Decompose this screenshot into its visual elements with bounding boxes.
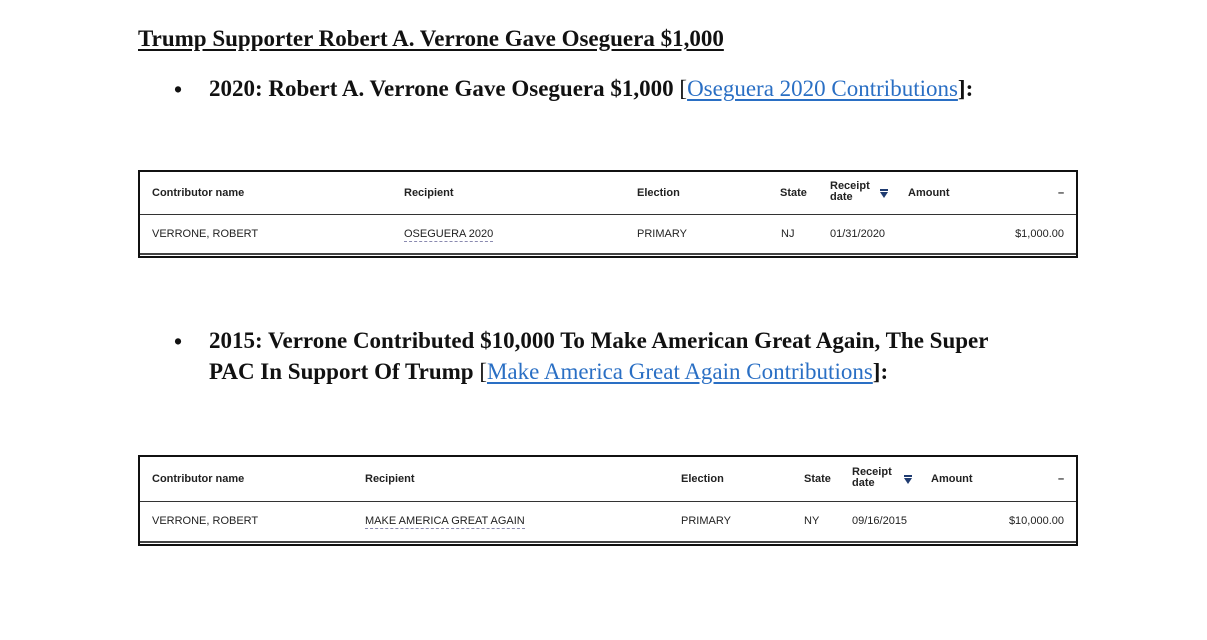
section-heading: Trump Supporter Robert A. Verrone Gave Oseguera $1,000: [138, 26, 724, 51]
bullet-marker: •: [174, 329, 183, 354]
col-election[interactable]: Election: [637, 187, 680, 199]
sort-descending-icon[interactable]: [904, 478, 912, 484]
table-row: [140, 215, 1076, 255]
contributions-table-2020: [138, 170, 1078, 258]
col-contributor-name[interactable]: Contributor name: [152, 473, 245, 485]
cell-state: NJ: [781, 228, 795, 240]
bullet-2015-text: [209, 325, 1109, 387]
cell-amount: $10,000.00: [1008, 515, 1064, 527]
cell-election: PRIMARY: [681, 515, 731, 527]
col-recipient[interactable]: Recipient: [404, 187, 454, 199]
cell-recipient-link[interactable]: MAKE AMERICA GREAT AGAIN: [365, 515, 525, 527]
bullet-marker: •: [174, 77, 183, 102]
column-menu-icon[interactable]: –: [1058, 187, 1065, 199]
bullet-2020-text: [209, 73, 973, 104]
bullet-2015-line2: [209, 356, 1109, 387]
bullet-2015-label: PAC In Support Of Trump: [209, 359, 480, 384]
oseguera-2020-contributions-link[interactable]: Oseguera 2020 Contributions: [687, 76, 958, 101]
col-amount[interactable]: Amount: [908, 187, 950, 199]
table-row: [140, 502, 1076, 543]
col-election[interactable]: Election: [681, 473, 724, 485]
bullet-2015-line1: 2015: Verrone Contributed $10,000 To Make American Great Again, The Super: [209, 328, 989, 353]
col-amount[interactable]: Amount: [931, 473, 973, 485]
col-recipient[interactable]: Recipient: [365, 473, 415, 485]
cell-contributor: VERRONE, ROBERT: [152, 228, 259, 240]
bracket-open: [: [679, 76, 688, 101]
sort-descending-icon[interactable]: [880, 192, 888, 198]
cell-state: NY: [804, 515, 820, 527]
col-state[interactable]: State: [780, 187, 807, 199]
cell-amount: $1,000.00: [1015, 228, 1064, 240]
cell-receipt-date: 01/31/2020: [830, 228, 886, 240]
column-menu-icon[interactable]: –: [1058, 473, 1065, 485]
table-header-row: [140, 172, 1076, 215]
contributions-table-2015: [138, 455, 1078, 546]
col-contributor-name[interactable]: Contributor name: [152, 187, 245, 199]
col-receipt-date[interactable]: Receipt date: [852, 466, 892, 489]
cell-contributor: VERRONE, ROBERT: [152, 515, 259, 527]
col-receipt-date[interactable]: Receipt date: [830, 180, 870, 203]
cell-recipient-link[interactable]: OSEGUERA 2020: [404, 228, 494, 240]
cell-receipt-date: 09/16/2015: [852, 515, 908, 527]
bracket-close: ]:: [872, 359, 889, 384]
maga-contributions-link[interactable]: Make America Great Again Contributions: [486, 359, 873, 384]
table-header-row: [140, 457, 1076, 502]
bracket-close: ]:: [957, 76, 974, 101]
bracket-open: [: [479, 359, 487, 384]
col-state[interactable]: State: [804, 473, 831, 485]
cell-election: PRIMARY: [637, 228, 687, 240]
bullet-2020-label: 2020: Robert A. Verrone Gave Oseguera $1,000: [209, 76, 680, 101]
